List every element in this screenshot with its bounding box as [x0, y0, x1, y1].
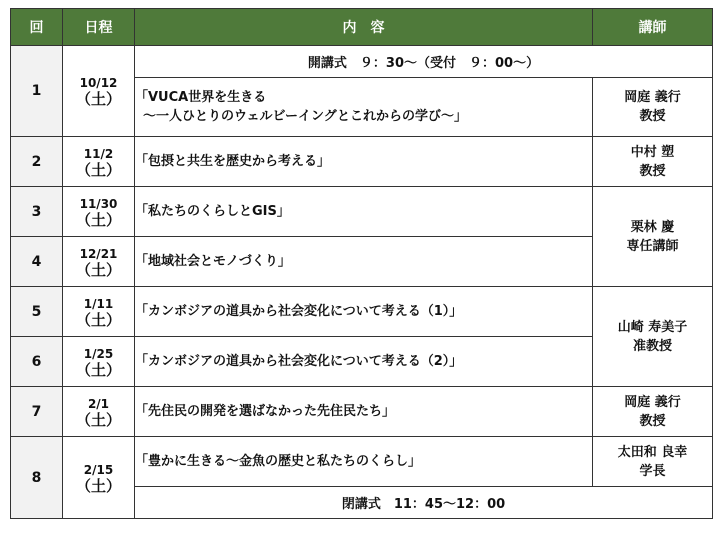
session-date: [63, 237, 135, 287]
content-line: 「VUCA世界を生きる: [135, 90, 267, 105]
lecturer-name: 山崎 寿美子: [617, 319, 688, 335]
session-content: 「私たちのくらしとGIS」: [135, 187, 593, 237]
day-of-week: （土）: [75, 260, 121, 279]
session-number: 5: [11, 287, 63, 337]
session-number: 7: [11, 387, 63, 437]
session-date: [63, 187, 135, 237]
lecturer-name: 栗林 慶: [630, 219, 675, 235]
session-date: [63, 437, 135, 519]
session-content: 「豊かに生きる〜金魚の歴史と私たちのくらし」: [135, 437, 593, 487]
date-text: 11/30: [79, 196, 118, 211]
date-text: 10/12: [79, 76, 118, 90]
day-of-week: （土）: [75, 310, 121, 329]
day-of-week: （土）: [75, 410, 121, 429]
session-content: 「先住民の開発を選ばなかった先住民たち」: [135, 387, 593, 437]
day-of-week: （土）: [75, 476, 121, 495]
date-text: 2/1: [87, 396, 110, 411]
table-row: [11, 437, 713, 487]
header-lecturer: 講師: [593, 9, 713, 46]
lecturer: [593, 137, 713, 187]
table-row: [11, 387, 713, 437]
lecturer-name: 太田和 良幸: [617, 444, 688, 460]
opening-ceremony: 開講式 ９：30〜（受付 ９：00〜）: [135, 46, 713, 78]
content-line: 〜一人ひとりのウェルビーイングとこれからの学び〜」: [143, 109, 467, 124]
session-number: 3: [11, 187, 63, 237]
session-content: 「包摂と共生を歴史から考える」: [135, 137, 593, 187]
header-num: 回: [11, 9, 63, 46]
lecturer-title: 専任講師: [626, 238, 679, 254]
closing-ceremony: 閉講式 11：45〜12：00: [135, 487, 713, 519]
lecturer-title: 准教授: [632, 338, 672, 354]
lecturer: [593, 187, 713, 287]
day-of-week: （土）: [75, 210, 121, 229]
lecturer-title: 学長: [639, 463, 666, 479]
table-row: [11, 187, 713, 237]
lecturer: [593, 78, 713, 137]
lecturer: [593, 437, 713, 487]
lecturer: [593, 287, 713, 387]
session-number: 2: [11, 137, 63, 187]
lecturer-title: 教授: [639, 109, 666, 124]
day-of-week: （土）: [75, 160, 121, 179]
lecturer-name: 岡庭 義行: [624, 90, 681, 105]
schedule-table: [10, 8, 713, 519]
session-date: [63, 337, 135, 387]
header-date: 日程: [63, 9, 135, 46]
session-content: [135, 78, 593, 137]
session-content: 「カンボジアの道具から社会変化について考える（2）」: [135, 337, 593, 387]
date-text: 1/11: [83, 296, 114, 311]
date-text: 2/15: [83, 462, 114, 477]
header-content: 内 容: [135, 9, 593, 46]
lecturer-title: 教授: [639, 413, 666, 429]
session-date: [63, 137, 135, 187]
session-number: 4: [11, 237, 63, 287]
lecturer-title: 教授: [639, 163, 666, 179]
table-row: [11, 137, 713, 187]
session-content: 「カンボジアの道具から社会変化について考える（1）」: [135, 287, 593, 337]
day-of-week: （土）: [75, 360, 121, 379]
session-number: 8: [11, 437, 63, 519]
table-row: [11, 287, 713, 337]
session-number: 1: [11, 46, 63, 137]
day-of-week: （土）: [75, 90, 121, 108]
session-date: [63, 387, 135, 437]
table-row: [11, 46, 713, 78]
lecturer-name: 岡庭 義行: [624, 394, 681, 410]
session-content: 「地域社会とモノづくり」: [135, 237, 593, 287]
session-date: [63, 46, 135, 137]
lecturer: [593, 387, 713, 437]
date-text: 1/25: [83, 346, 114, 361]
lecturer-name: 中村 塑: [630, 144, 675, 160]
date-text: 12/21: [79, 246, 118, 261]
date-text: 11/2: [83, 146, 114, 161]
session-date: [63, 287, 135, 337]
session-number: 6: [11, 337, 63, 387]
header-row: [11, 9, 713, 46]
